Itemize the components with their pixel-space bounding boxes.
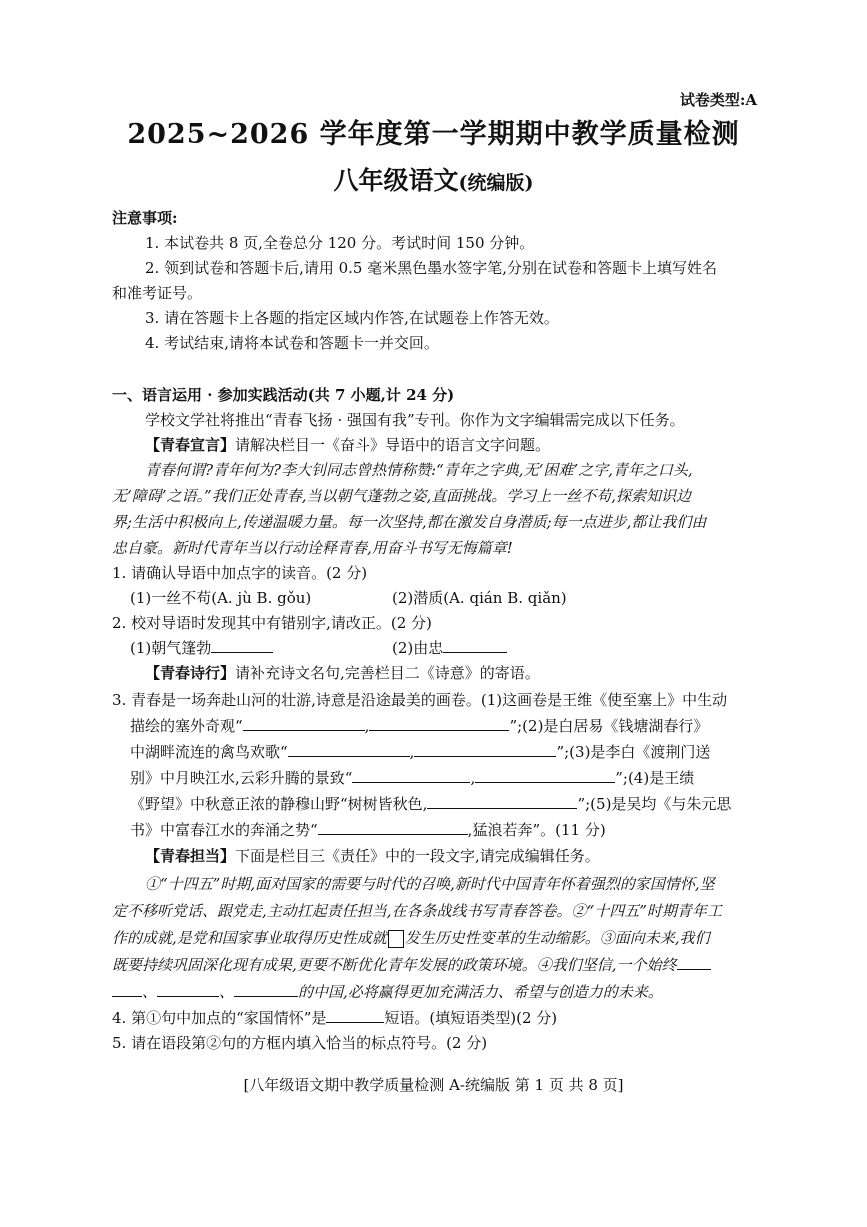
answer-blank[interactable]	[234, 982, 298, 997]
passage-line: 无‘障碍’之语。”我们正处青春,当以朝气蓬勃之姿,直面挑战。学习上一丝不苟,探索知识边	[112, 487, 692, 505]
q4-text: 短语。(填短语类型)(2 分)	[384, 1009, 558, 1027]
q4-text: 4. 第①句中加点的“家国情怀”是	[112, 1009, 327, 1027]
answer-blank[interactable]	[352, 768, 470, 783]
item-text: (1)朝气篷勃	[130, 639, 212, 657]
passage-line: 青春何谓?青年何为?李大钊同志曾热情称赞:“青年之字典,无‘困难’之字,青年之口头,	[145, 461, 693, 479]
answer-blank[interactable]	[427, 794, 577, 809]
passage3-line	[112, 926, 710, 950]
column-text: 请解决栏目一《奋斗》导语中的语言文字问题。	[235, 436, 551, 454]
passage3-text: 、	[219, 983, 235, 1001]
answer-blank[interactable]	[288, 742, 410, 757]
q3-text: 别》中月映江水,云彩升腾的景致“	[130, 769, 353, 787]
q3-text: ”;(3)是李白《渡荆门送	[556, 743, 711, 761]
q3-comma: ,	[364, 717, 370, 735]
answer-blank[interactable]	[326, 1008, 384, 1023]
q3-comma: ,	[470, 769, 476, 787]
question-3-line	[130, 714, 708, 738]
question-5: 5. 请在语段第②句的方框内填入恰当的标点符号。(2 分)	[112, 1034, 488, 1052]
paper-type-label: 试卷类型:A	[679, 91, 757, 109]
notice-item: 和准考证号。	[112, 284, 203, 302]
q3-text: ”;(5)是吴均《与朱元思	[577, 795, 732, 813]
column-two-prompt	[145, 661, 540, 685]
question-2-item-b	[392, 636, 507, 660]
answer-blank[interactable]	[677, 955, 711, 970]
q3-text: ”;(2)是白居易《钱塘湖春行》	[509, 717, 709, 735]
column-text: 请补充诗文名句,完善栏目二《诗意》的寄语。	[235, 664, 540, 682]
punctuation-box[interactable]	[388, 930, 404, 948]
q3-comma: ,	[409, 743, 415, 761]
notice-item: 3. 请在答题卡上各题的指定区域内作答,在试题卷上作答无效。	[145, 309, 559, 327]
question-1-option-b: (2)潜质(A. qián B. qiǎn)	[392, 589, 567, 607]
column-one-prompt	[145, 433, 550, 457]
passage3-text: 发生历史性变革的生动缩影。③面向未来,我们	[404, 929, 710, 947]
passage3-line	[112, 980, 663, 1004]
question-1: 1. 请确认导语中加点字的读音。(2 分)	[112, 564, 368, 582]
q3-text: 《野望》中秋意正浓的静穆山野“树树皆秋色,	[130, 795, 428, 813]
passage3-text: 、	[142, 983, 158, 1001]
notice-heading: 注意事项:	[112, 209, 178, 227]
question-2-item-a	[130, 636, 273, 660]
question-3-line	[130, 766, 694, 790]
answer-blank[interactable]	[369, 716, 509, 731]
question-2: 2. 校对导语时发现其中有错别字,请改正。(2 分)	[112, 614, 432, 632]
q3-text: ”;(4)是王绩	[615, 769, 695, 787]
q3-text: 描绘的塞外奇观“	[130, 717, 243, 735]
question-3-line	[130, 740, 710, 764]
passage3-text: 作的成就,是党和国家事业取得历史性成就	[112, 929, 387, 947]
question-4	[112, 1006, 557, 1030]
passage3-line: 定不移听党话、跟党走,主动扛起责任担当,在各条战线书写青春答卷。②“十四五”时期青年工	[112, 902, 722, 920]
question-3-line: 3. 青春是一场奔赴山河的壮游,诗意是沿途最美的画卷。(1)这画卷是王维《使至塞上》中生动	[112, 691, 728, 709]
passage3-text: 的中国,必将赢得更加充满活力、希望与创造力的未来。	[298, 983, 663, 1001]
q3-text: 中湖畔流连的禽鸟欢歌“	[130, 743, 288, 761]
q3-text: ,猛浪若奔”。(11 分)	[467, 821, 606, 839]
answer-blank[interactable]	[443, 638, 507, 653]
passage3-text: 既要持续巩固深化现有成果,更要不断优化青年发展的政策环境。④我们坚信,一个始终	[112, 956, 677, 974]
question-3-line	[130, 792, 731, 816]
passage3-line	[112, 953, 711, 977]
answer-blank[interactable]	[243, 716, 365, 731]
answer-blank[interactable]	[112, 982, 142, 997]
answer-blank[interactable]	[414, 742, 556, 757]
notice-item: 1. 本试卷共 8 页,全卷总分 120 分。考试时间 150 分钟。	[145, 234, 535, 252]
exam-subtitle	[0, 161, 867, 197]
answer-blank[interactable]	[211, 638, 273, 653]
passage-line: 忠自豪。新时代青年当以行动诠释青春,用奋斗书写无悔篇章!	[112, 539, 513, 557]
notice-item: 4. 考试结束,请将本试卷和答题卡一并交回。	[145, 334, 439, 352]
question-1-option-a: (1)一丝不苟(A. jù B. gǒu)	[130, 589, 312, 607]
passage3-line: ①“十四五”时期,面对国家的需要与时代的召唤,新时代中国青年怀着强烈的家国情怀,坚	[145, 875, 715, 893]
column-tag: 【青春担当】	[145, 847, 236, 865]
passage-line: 界;生活中积极向上,传递温暖力量。每一次坚持,都在激发自身潜质;每一点进步,都让我们由	[112, 513, 707, 531]
answer-blank[interactable]	[318, 820, 468, 835]
column-tag: 【青春诗行】	[145, 664, 236, 682]
item-text: (2)由忠	[392, 639, 444, 657]
exam-title: 2025~2026 学年度第一学期期中教学质量检测	[127, 119, 740, 150]
column-tag: 【青春宣言】	[145, 436, 236, 454]
answer-blank[interactable]	[475, 768, 615, 783]
column-text: 下面是栏目三《责任》中的一段文字,请完成编辑任务。	[235, 847, 600, 865]
section-intro: 学校文学社将推出“青春飞扬 · 强国有我”专刊。你作为文字编辑需完成以下任务。	[145, 411, 685, 429]
edition-label: (统编版)	[458, 172, 534, 194]
answer-blank[interactable]	[157, 982, 219, 997]
question-3-line	[130, 818, 606, 842]
column-three-prompt	[145, 844, 600, 868]
page-footer: [八年级语文期中教学质量检测 A-统编版 第 1 页 共 8 页]	[243, 1076, 624, 1094]
q3-text: 书》中富春江水的奔涌之势“	[130, 821, 318, 839]
section-heading: 一、语言运用 · 参加实践活动(共 7 小题,计 24 分)	[112, 386, 455, 404]
subject-label: 八年级语文	[333, 166, 459, 195]
notice-item: 2. 领到试卷和答题卡后,请用 0.5 毫米黑色墨水签字笔,分别在试卷和答题卡上填写姓名	[145, 259, 718, 277]
